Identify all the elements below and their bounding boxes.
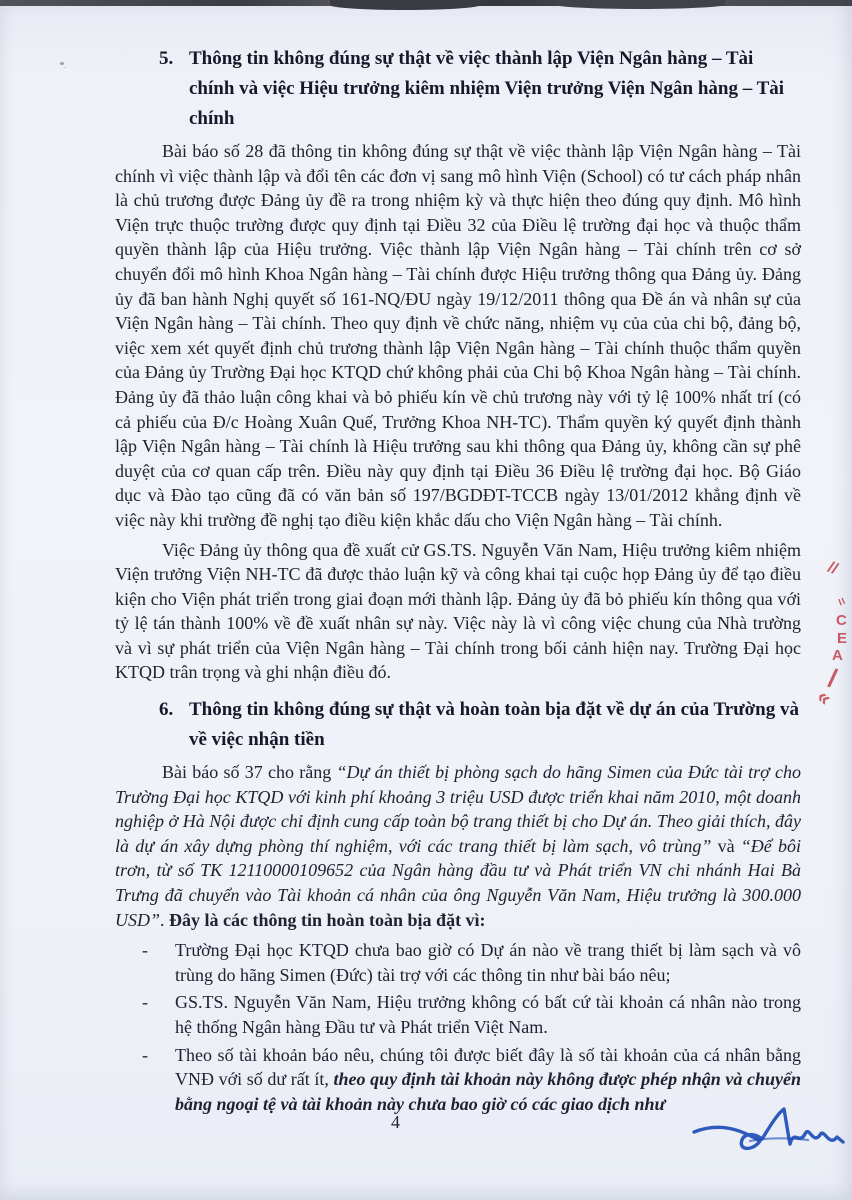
page-number: 4: [391, 1112, 400, 1132]
section-5-number: 5.: [159, 48, 174, 69]
section-6-title: Thông tin không đúng sự thật và hoàn toàn bịa đặt về dự án của Trường và về việc nhận tiền: [189, 699, 799, 751]
red-stamp-fragment: E: [837, 630, 848, 647]
scan-edge-artifact: [0, 0, 852, 6]
document-body: [115, 36, 801, 1116]
bullet-text: GS.TS. Nguyễn Văn Nam, Hiệu trưởng không có bất cứ tài khoản cá nhân nào trong hệ thống Ngân hàng Đầu tư và Phát triển Việt Nam.: [175, 992, 801, 1037]
bullet-text: Trường Đại học KTQD chưa bao giờ có Dự án nào về trang thiết bị làm sạch và vô trùng do hãng Simen (Đức) tài trợ với các thông tin như bài báo nêu;: [175, 940, 801, 985]
section-6-heading: [159, 695, 801, 755]
section-6-number: 6.: [159, 699, 174, 721]
bullet-marker: -: [142, 1044, 148, 1065]
red-stamp-fragment: C: [836, 612, 847, 629]
signature-scribble: [690, 1096, 852, 1176]
bullet-text: Theo số tài khoản báo nêu, chúng tôi được biết đây là số tài khoản của cá nhân bằng VNĐ với số dư rất ít, theo quy định tài khoản này không được phép nhận và chuyển bằng ngoại tệ và tài khoản này chưa bao giờ có các giao dịch như: [175, 1044, 801, 1114]
section-5-paragraph-1: Bài báo số 28 đã thông tin không đúng sự thật về việc thành lập Viện Ngân hàng – Tài chính vì việc thành lập và đổi tên các đơn vị sang mô hình Viện (School) có tư cách pháp nhân là chủ trương được Đảng ủy đề ra trong nhiệm kỳ và thực hiện theo đúng quy định. Mô hình Viện trực thuộc trường được quy định tại Điều 32 của Điều lệ trường đại học và thuộc thẩm quyền thành lập của Hiệu trưởng. Việc thành lập Viện Ngân hàng – Tài chính trên cơ sở chuyển đổi mô hình Khoa Ngân hàng – Tài chính được Hiệu trưởng thông qua Đảng ủy. Đảng ủy đã ban hành Nghị quyết số 161-NQ/ĐU ngày 19/12/2011 thông qua Đề án và nhân sự của Viện Ngân hàng – Tài chính. Theo quy định về chức năng, nhiệm vụ của của chi bộ, đảng bộ, việc xem xét quyết định chủ trương thành lập Viện Ngân hàng – Tài chính thuộc thẩm quyền của Đảng ủy Trường Đại học KTQD chứ không phải của Chi bộ Khoa Ngân hàng – Tài chính. Đảng ủy đã thảo luận công khai và bỏ phiếu kín về chủ trương này với tỷ lệ 100% nhất trí (có cả phiếu của Đ/c Hoàng Xuân Quế, Trưởng Khoa NH-TC). Thẩm quyền ký quyết định thành lập Viện Ngân hàng – Tài chính là Hiệu trưởng sau khi thông qua Đảng ủy, không cần sự phê duyệt của cơ quan cấp trên. Điều này quy định tại Điều 36 Điều lệ trường đại học. Bộ Giáo dục và Đào tạo cũng đã có văn bản số 197/BGDĐT-TCCB ngày 13/01/2012 khẳng định về việc này khi trường đề nghị tạo điều kiện khắc dấu cho Viện Ngân hàng – Tài chính.: [115, 141, 801, 530]
bullet-marker: -: [142, 992, 148, 1013]
section-5-heading: [159, 44, 801, 134]
red-stamp-fragment: «: [812, 685, 837, 711]
bullet-item-2: [140, 990, 801, 1039]
paper-speck: [60, 62, 64, 65]
red-stamp-fragment: //: [825, 558, 841, 579]
bullet-list: [140, 938, 801, 1116]
section-5-paragraph-2: Việc Đảng ủy thông qua đề xuất cử GS.TS. Nguyễn Văn Nam, Hiệu trưởng kiêm nhiệm Viện trưởng Viện NH-TC đã được thảo luận kỹ và công khai tại cuộc họp Đảng ủy để tạo điều kiện cho Viện phát triển trong giai đoạn mới thành lập. Đảng ủy đã bỏ phiếu kín thông qua với tỷ lệ tán thành 100% về đề xuất nhân sự này. Việc này là vì công việc chung của Nhà trường và vì sự phát triển của Viện Ngân hàng – Tài chính trong bối cảnh hiện nay. Trường Đại học KTQD trân trọng và ghi nhận điều đó.: [115, 539, 801, 683]
bullet-marker: -: [142, 940, 148, 961]
section-6-intro-paragraph: Bài báo số 37 cho rằng “Dự án thiết bị phòng sạch do hãng Simen của Đức tài trợ cho Trường Đại học KTQD với kinh phí khoảng 3 triệu USD được triển khai năm 2010, một doanh nghiệp ở Hà Nội được chỉ định cung cấp toàn bộ trang thiết bị cho Dự án. Theo giải thích, đây là dự án xây dựng phòng thí nghiệm, với các trang thiết bị làm sạch, vô trùng” và “Để bôi trơn, từ số TK 12110000109652 của Ngân hàng đầu tư và Phát triển VN chi nhánh Hai Bà Trưng đã chuyển vào Tài khoản cá nhân của ông Nguyễn Văn Nam, Hiệu trưởng là 300.000 USD”. Đây là các thông tin hoàn toàn bịa đặt vì:: [115, 762, 802, 930]
bullet-item-1: [140, 938, 801, 987]
red-stamp-fragment: A: [832, 647, 843, 664]
red-stamp-fragment: =: [833, 595, 851, 608]
section-5-title: Thông tin không đúng sự thật về việc thành lập Viện Ngân hàng – Tài chính và việc Hiệu trưởng kiêm nhiệm Viện trưởng Viện Ngân hàng – Tài chính: [189, 48, 785, 129]
red-stamp-fragment: /: [825, 662, 840, 694]
